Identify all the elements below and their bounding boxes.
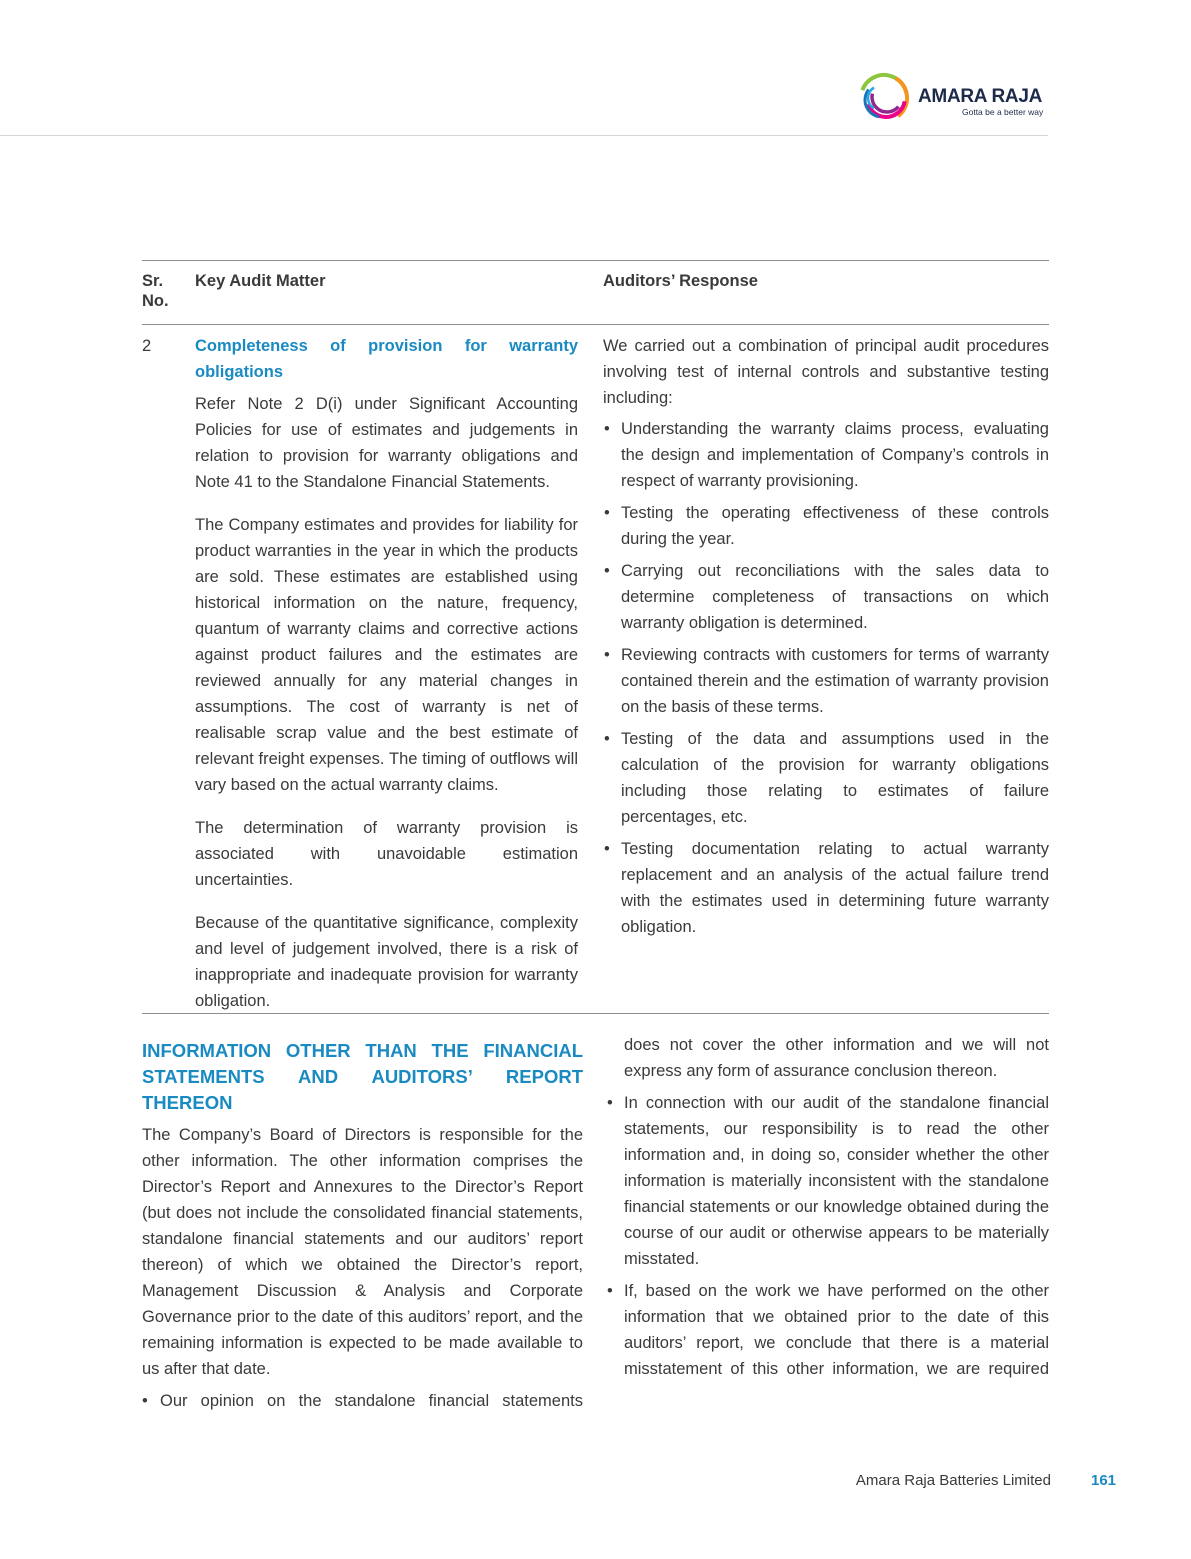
section-heading	[142, 1038, 583, 1116]
key-audit-matter-cell	[195, 333, 578, 1031]
header-sr-no: Sr. No.	[142, 272, 169, 310]
logo-tagline: Gotta be a better way	[962, 107, 1044, 117]
logo-swirl-icon	[858, 72, 910, 124]
right-bullet-list	[606, 1090, 1049, 1382]
header-divider	[0, 135, 1048, 136]
section-paragraph: The Company’s Board of Directors is responsible for the other information. The other information comprises the Director’s Report and Annexures to the Director’s Report (but does not include the consolidated financial statements, standalone financial statements and our auditors’ report thereon) of which we obtained the Director’s report, Management Discussion & Analysis and Corporate Governance prior to the date of this auditors’ report, and the remaining information is expected to be made available to us after that date.	[142, 1126, 583, 1378]
logo-name: AMARA RAJA	[918, 86, 1043, 107]
kam-paragraph: The Company estimates and provides for liability for product warranties in the year in which the products are sold. These estimates are established using historical information on the nature, frequency, quantum of warranty claims and corrective actions against product failures and the estimates are reviewed annually for any material changes in assumptions. The cost of warranty is net of realisable scrap value and the best estimate of relevant freight expenses. The timing of outflows will vary based on the actual warranty claims.	[195, 516, 578, 794]
key-audit-matters-table	[142, 260, 1049, 1014]
table-row	[142, 325, 1049, 1013]
response-bullet-list	[603, 416, 1049, 940]
row-sr-number: 2	[142, 337, 152, 355]
section-heading-line1: INFORMATION OTHER THAN THE FINANCIAL	[142, 1040, 583, 1061]
header-auditors-response: Auditors’ Response	[603, 272, 758, 290]
kam-paragraph: The determination of warranty provision is associated with unavoidable estimation uncertainties.	[195, 819, 578, 889]
kam-title: Completeness of provision for warranty obligations	[195, 337, 578, 381]
auditors-response-cell	[603, 333, 1049, 946]
list-item: • Reviewing contracts with customers for terms of warranty contained therein and the estimation of warranty provision on the basis of these terms.	[603, 642, 1049, 720]
list-item: • Testing of the data and assumptions used in the calculation of the provision for warranty obligations including those relating to estimates of failure percentages, etc.	[603, 726, 1049, 830]
other-information-left-column	[142, 1032, 583, 1420]
list-item: • Carrying out reconciliations with the sales data to determine completeness of transactions on which warranty obligation is determined.	[603, 558, 1049, 636]
list-item: • Our opinion on the standalone financial statements	[142, 1388, 583, 1414]
other-information-right-column	[606, 1032, 1049, 1388]
table-header-row	[142, 261, 1049, 324]
list-item: • In connection with our audit of the standalone financial statements, our responsibility is to read the other information and, in doing so, consider whether the other information is materially inconsistent with the standalone financial statements or our knowledge obtained during the course of our audit or otherwise appears to be materially misstated.	[606, 1090, 1049, 1272]
response-intro: We carried out a combination of principal audit procedures involving test of internal controls and substantive testing including:	[603, 337, 1049, 407]
page-number: 161	[1091, 1472, 1117, 1489]
continued-bullet-text: does not cover the other information and we will not express any form of assurance conclusion thereon.	[624, 1036, 1049, 1080]
list-item: • Testing the operating effectiveness of these controls during the year.	[603, 500, 1049, 552]
kam-paragraph: Because of the quantitative significance, complexity and level of judgement involved, there is a risk of inappropriate and inadequate provision for warranty obligation.	[195, 914, 578, 1010]
list-item: • Understanding the warranty claims process, evaluating the design and implementation of Company’s controls in respect of warranty provisioning.	[603, 416, 1049, 494]
section-heading-line2: STATEMENTS AND AUDITORS’ REPORT THEREON	[142, 1066, 583, 1113]
left-bullet-list	[142, 1388, 583, 1414]
header-key-audit-matter: Key Audit Matter	[195, 272, 326, 290]
list-item: • Testing documentation relating to actual warranty replacement and an analysis of the actual failure trend with the estimates used in determining future warranty obligation.	[603, 836, 1049, 940]
kam-paragraph: Refer Note 2 D(i) under Significant Accounting Policies for use of estimates and judgements in relation to provision for warranty obligations and Note 41 to the Standalone Financial Statements.	[195, 395, 578, 491]
list-item: • If, based on the work we have performed on the other information that we obtained prior to the date of this auditors’ report, we conclude that there is a material misstatement of this other information, we are required	[606, 1278, 1049, 1382]
company-logo	[858, 70, 1050, 126]
footer-company-name: Amara Raja Batteries Limited	[855, 1472, 1051, 1489]
